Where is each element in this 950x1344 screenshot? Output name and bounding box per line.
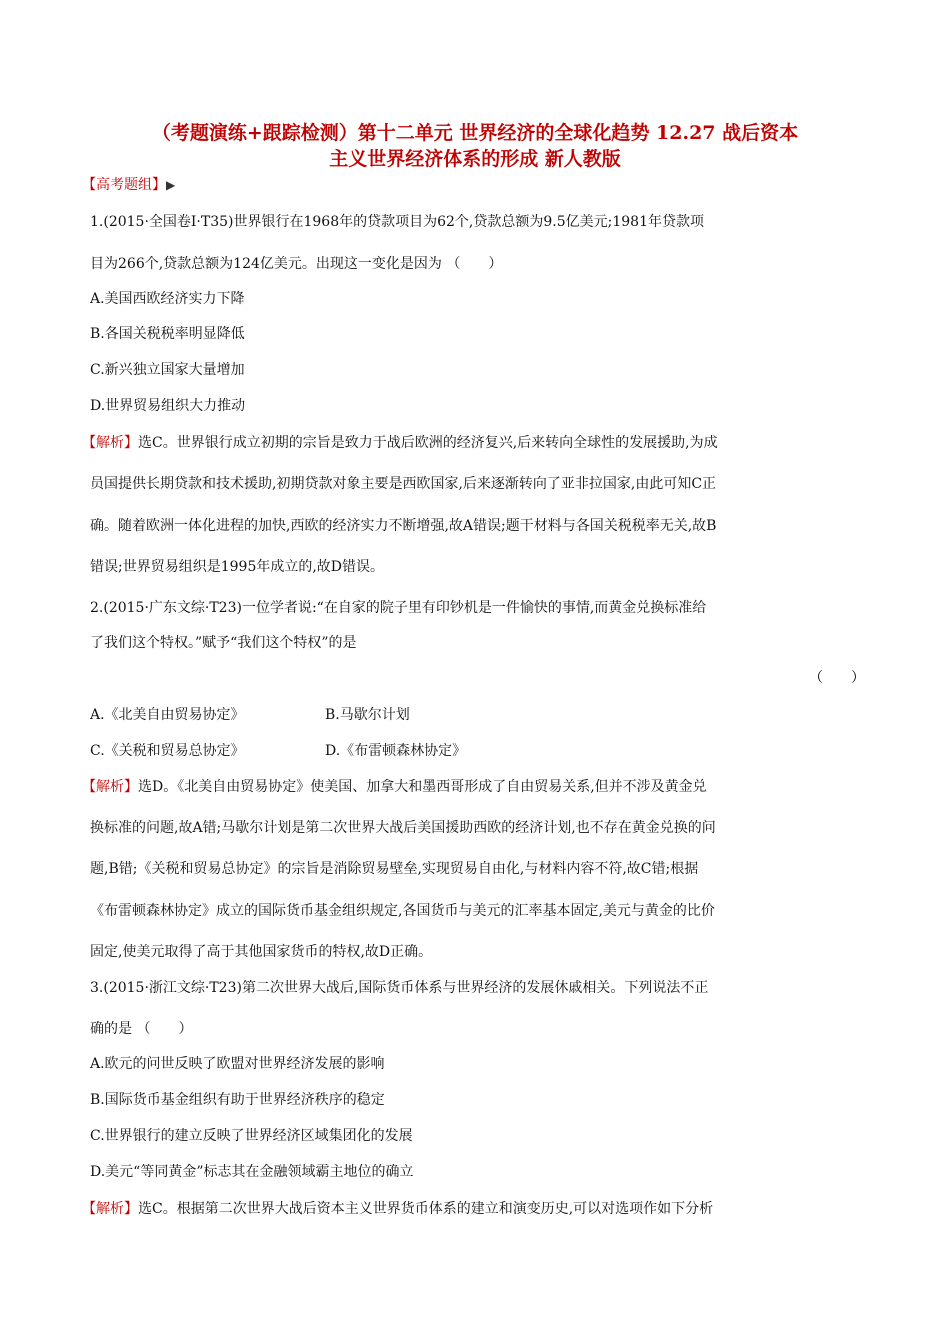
q2-analysis-line-1: 【解析】选D。《北美自由贸易协定》使美国、加拿大和墨西哥形成了自由贸易关系,但并不涉及黄金兑 [82, 779, 707, 795]
q2-analysis-line-2: 换标准的问题,故A错;马歇尔计划是第二次世界大战后美国援助西欧的经济计划,也不存在黄金兑换的问 [90, 820, 716, 836]
q1-option-c: C.新兴独立国家大量增加 [90, 362, 245, 378]
analysis-tag: 【解析】 [82, 1201, 138, 1217]
q2-option-b: B.马歇尔计划 [325, 707, 410, 723]
q1-stem-line-1: 1.(2015·全国卷Ⅰ·T35)世界银行在1968年的贷款项目为62个,贷款总额为9.5亿美元;1981年贷款项 [90, 214, 704, 230]
q3-option-a: A.欧元的问世反映了欧盟对世界经济发展的影响 [90, 1056, 385, 1072]
analysis-tag: 【解析】 [82, 779, 138, 795]
q1-analysis-line-3: 确。随着欧洲一体化进程的加快,西欧的经济实力不断增强,故A错误;题干材料与各国关税税率无关,故B [90, 518, 717, 534]
q2-analysis-line-5: 固定,使美元取得了高于其他国家货币的特权,故D正确。 [90, 944, 433, 960]
q1-option-b: B.各国关税税率明显降低 [90, 326, 245, 342]
q2-option-c: C.《关税和贸易总协定》 [90, 743, 245, 759]
q2-analysis-line-3: 题,B错;《关税和贸易总协定》的宗旨是消除贸易壁垒,实现贸易自由化,与材料内容不符,故C错;根据 [90, 861, 699, 877]
q2-stem-line-2: 了我们这个特权。”赋予“我们这个特权”的是 [90, 635, 357, 651]
q3-stem-line-1: 3.(2015·浙江文综·T23)第二次世界大战后,国际货币体系与世界经济的发展休戚相关。下列说法不正 [90, 980, 709, 996]
q2-stem-line-1: 2.(2015·广东文综·T23)一位学者说:“在自家的院子里有印钞机是一件愉快的事情,而黄金兑换标准给 [90, 600, 707, 616]
q1-analysis-line-2: 员国提供长期贷款和技术援助,初期贷款对象主要是西欧国家,后来逐渐转向了亚非拉国家,由此可知C正 [90, 476, 717, 492]
q1-option-d: D.世界贸易组织大力推动 [90, 398, 246, 414]
document-title-line-2: 主义世界经济体系的形成 新人教版 [329, 148, 621, 170]
q1-analysis-line-4: 错误;世界贸易组织是1995年成立的,故D错误。 [90, 559, 385, 575]
q3-option-c: C.世界银行的建立反映了世界经济区域集团化的发展 [90, 1128, 413, 1144]
q2-option-a: A.《北美自由贸易协定》 [90, 707, 245, 723]
q1-option-a: A.美国西欧经济实力下降 [90, 291, 245, 307]
q3-option-b: B.国际货币基金组织有助于世界经济秩序的稳定 [90, 1092, 385, 1108]
q3-option-d: D.美元“等同黄金”标志其在金融领域霸主地位的确立 [90, 1164, 414, 1180]
analysis-tag: 【解析】 [82, 435, 138, 451]
q3-stem-line-2: 确的是 （ ） [90, 1021, 193, 1037]
q1-stem-line-2: 目为266个,贷款总额为124亿美元。出现这一变化是因为 （ ） [90, 256, 503, 272]
section-label: 【高考题组】 [82, 177, 166, 193]
document-title-line-1: （考题演练+跟踪检测）第十二单元 世界经济的全球化趋势 12.27 战后资本 [151, 122, 799, 144]
q1-analysis-line-1: 【解析】选C。世界银行成立初期的宗旨是致力于战后欧洲的经济复兴,后来转向全球性的发展援助,为成 [82, 435, 718, 451]
q3-analysis-line-1: 【解析】选C。根据第二次世界大战后资本主义世界货币体系的建立和演变历史,可以对选项作如下分析 [82, 1201, 714, 1217]
play-arrow-icon: ▶ [166, 178, 176, 192]
q2-answer-paren: （ ） [809, 670, 865, 686]
q2-option-d: D.《布雷顿森林协定》 [325, 743, 467, 759]
q2-analysis-line-4: 《布雷顿森林协定》成立的国际货币基金组织规定,各国货币与美元的汇率基本固定,美元与黄金的比价 [90, 903, 715, 919]
section-header [82, 174, 175, 196]
